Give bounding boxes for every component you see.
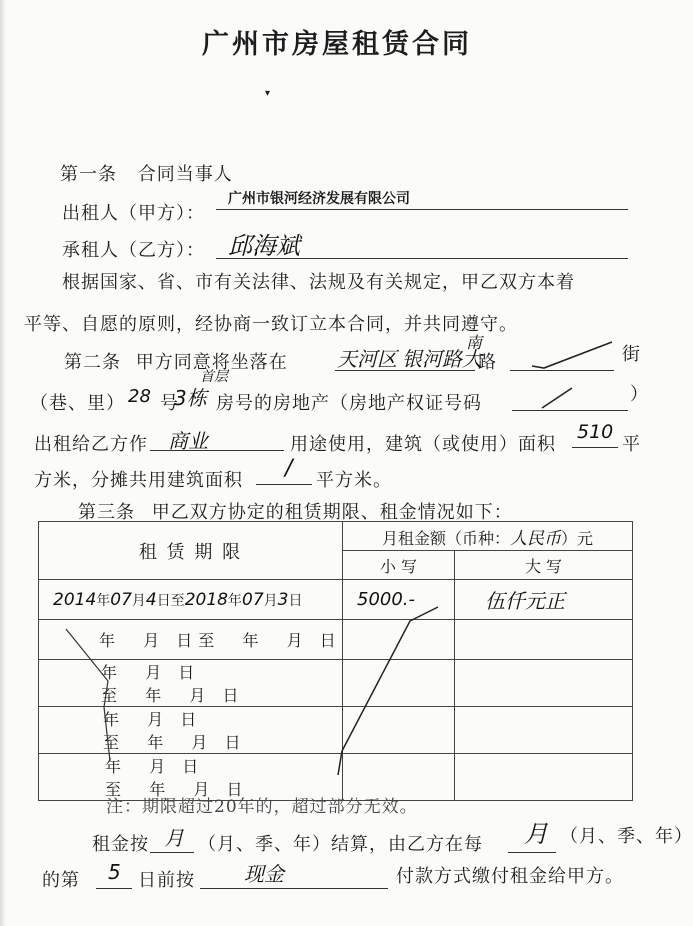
year-label: 年 (105, 757, 128, 776)
payment-text6: 付款方式缴付租金给甲方。 (396, 866, 624, 887)
day-to-label: 日至 (101, 663, 201, 705)
payment-text3: （月、季、年） (560, 826, 693, 847)
day-to-label: 日至 (105, 757, 205, 799)
article2-text3b: 用途使用，建筑（或使用）面积 (290, 434, 556, 455)
end-year: 2018 (184, 589, 228, 610)
scan-edge (0, 0, 6, 926)
rent-small: 5000.- (343, 580, 455, 620)
area: 510 (577, 421, 614, 443)
article2-text2c: 房号的房地产（房地产权证号码 (216, 393, 482, 414)
road-lu: 路 (478, 352, 497, 373)
day-label: 日 (224, 733, 247, 752)
month-label: 月 (193, 780, 216, 799)
cert-underline (512, 410, 628, 411)
article2-heading: 第二条 (64, 352, 121, 373)
period-header: 租 赁 期 限 (39, 522, 343, 580)
street-jie: 街 (622, 344, 641, 365)
usage-underline (150, 450, 284, 451)
year-label: 年 (149, 780, 172, 799)
year-label: 年 (96, 592, 111, 609)
day-underline (96, 888, 132, 889)
year-label: 年 (228, 592, 242, 609)
article1-heading-text: 合同当事人 (137, 164, 233, 185)
payment-each: 月 (524, 820, 548, 848)
month-label: 月 (263, 592, 278, 609)
rent-big: 伍仟元正 (455, 580, 633, 620)
month-label: 月 (191, 733, 214, 752)
month-label: 月 (286, 631, 309, 650)
road-suffix: 南 (466, 333, 483, 352)
article3-text: 甲乙双方协定的租赁期限、租金情况如下： (151, 502, 513, 523)
article2-text3a: 出租给乙方作 (34, 434, 148, 455)
month-label: 月 (131, 592, 146, 609)
article1-para2: 平等、自愿的原则，经协商一致订立本合同，并共同遵守。 (24, 314, 518, 335)
payment-text1: 租金按 (92, 834, 149, 855)
article2-line1 (64, 348, 288, 374)
end-month: 07 (242, 589, 264, 610)
payment-text2: （月、季、年）结算，由乙方在每 (198, 834, 483, 855)
article1-line (60, 160, 233, 186)
contract-title: 广州市房屋租赁合同 (202, 29, 472, 60)
table-strike-marks (38, 521, 632, 779)
day-to-label: 日至 (103, 710, 203, 752)
scan-speck: ▾ (265, 88, 271, 99)
lessor-label: 出租人（甲方）： (62, 203, 205, 224)
article2-text2b: 号 (160, 393, 179, 414)
year-label: 年 (242, 631, 265, 650)
year-label: 年 (145, 686, 168, 705)
day-to-label: 日至 (156, 592, 185, 609)
rent-header-label: 月租金额（币种： (381, 528, 510, 548)
payment-day: 5 (108, 860, 121, 884)
payment-text5: 日前按 (138, 870, 195, 891)
year-label: 年 (103, 710, 126, 729)
road-name: 银河路大 (402, 347, 482, 371)
method-underline (200, 888, 388, 889)
house-number: 28 (128, 386, 151, 407)
start-year: 2014 (53, 589, 97, 610)
day-label: 日 (288, 592, 303, 609)
article2-text4b: 平方米。 (316, 470, 392, 491)
day-label: 日 (222, 686, 245, 705)
lessee-name: 邱海斌 (228, 232, 300, 260)
lessor-underline (216, 209, 628, 210)
year-label: 年 (147, 733, 170, 752)
unit-number: 3栋 (174, 386, 207, 410)
area-underline (572, 447, 618, 448)
article1-heading: 第一条 (60, 164, 117, 185)
payment-text4: 的第 (42, 870, 80, 891)
big-header: 大 写 (455, 551, 633, 580)
article2-text2a: （巷、里） (30, 393, 125, 414)
each-underline (508, 852, 556, 853)
lessee-underline (216, 258, 628, 259)
shared-area: / (285, 456, 293, 481)
year-label: 年 (101, 663, 124, 682)
shared-area-underline (256, 484, 312, 485)
note: 注：期限超过20年的，超过部分无效。 (106, 797, 418, 817)
day-label: 日 (226, 780, 249, 799)
district: 天河区 (337, 347, 397, 371)
article1-para1: 根据国家、省、市有关法律、法规及有关规定，甲乙双方本着 (62, 272, 575, 293)
cert-slash-mark (538, 386, 578, 410)
currency: 人民币 (510, 528, 561, 549)
article2-text4a: 方米，分摊共用建筑面积 (34, 470, 243, 491)
start-day: 4 (145, 589, 157, 610)
small-header: 小 写 (343, 551, 455, 580)
day-to-label: 日至 (176, 631, 221, 650)
cycle-underline (150, 852, 194, 853)
street-slash-mark (530, 338, 620, 372)
month-label: 月 (149, 757, 172, 776)
end-day: 3 (277, 589, 289, 610)
month-label: 月 (147, 710, 170, 729)
unit-note: 首层 (200, 369, 228, 385)
year-label: 年 (99, 631, 122, 650)
start-month: 07 (110, 589, 132, 610)
month-label: 月 (145, 663, 168, 682)
article2-text1: 甲方同意将坐落在 (135, 352, 288, 373)
month-label: 月 (143, 631, 166, 650)
rent-unit: ）元 (561, 528, 594, 548)
article2-text2d: ） (630, 384, 649, 405)
road-underline (335, 370, 475, 371)
lessee-label: 承租人（乙方）： (62, 240, 205, 261)
payment-cycle: 月 (164, 826, 184, 850)
article3-heading: 第三条 (78, 502, 135, 523)
day-label: 日 (319, 631, 342, 650)
article2-text3c: 平 (622, 434, 641, 455)
payment-method: 现金 (244, 862, 284, 886)
lessor-name: 广州市银河经济发展有限公司 (228, 191, 410, 207)
month-label: 月 (189, 686, 212, 705)
usage: 商业 (168, 429, 208, 453)
